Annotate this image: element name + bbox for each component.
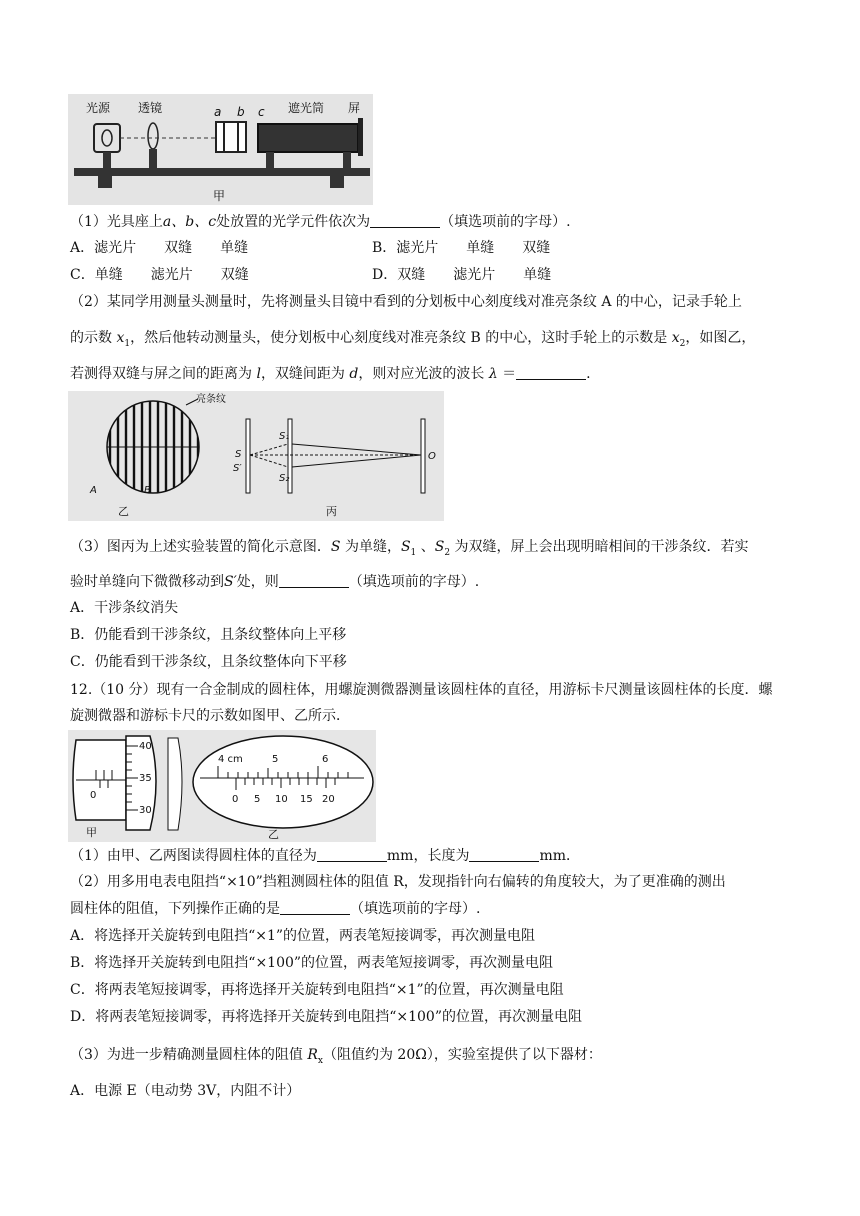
q1-option-a: A．滤光片 双缝 单缝: [70, 240, 249, 256]
figure-micrometer-vernier: [68, 730, 376, 842]
q12-2-option-d: D．将两表笔短接调零，再将选择开关旋转到电阻挡“×100”的位置，再次测量电阻: [70, 1009, 582, 1025]
micrometer-tick-40: 40: [139, 741, 152, 752]
q2-line3: 若测得双缝与屏之间的距离为 l，双缝间距为 d，则对应光波的波长 λ ＝ .: [70, 366, 591, 382]
answer-blank: [370, 213, 440, 228]
label-light-source: 光源: [86, 101, 111, 115]
answer-blank: [280, 900, 350, 915]
figure-caption-yi: 乙: [118, 505, 129, 518]
vernier-scale-10: 10: [275, 794, 288, 805]
micrometer-tick-35: 35: [139, 773, 152, 784]
q12-2-line2: 圆柱体的阻值，下列操作正确的是 （填选项前的字母）.: [70, 901, 481, 917]
label-b: b: [237, 105, 245, 119]
q1-option-c: C．单缝 滤光片 双缝: [70, 267, 249, 283]
q12-line2: 旋测微器和游标卡尺的示数如图甲、乙所示．: [70, 708, 350, 724]
figure-caption-bing: 丙: [326, 505, 337, 518]
vernier-main-6: 6: [322, 754, 329, 765]
q3-option-c: C．仍能看到干涉条纹，且条纹整体向下平移: [70, 654, 347, 670]
figure-caption-vernier: 乙: [268, 828, 279, 841]
vernier-scale-15: 15: [300, 794, 313, 805]
label-screen: 屏: [348, 101, 361, 115]
micrometer-tick-30: 30: [139, 805, 152, 816]
q1-option-d: D．双缝 滤光片 单缝: [372, 267, 552, 283]
label-lens: 透镜: [138, 101, 163, 115]
q12-2-line1: （2）用多用电表电阻挡“×10”挡粗测圆柱体的阻值 R，发现指针向右偏转的角度较大，为了更准确的测出: [70, 874, 726, 890]
label-fringe-a: A: [90, 485, 97, 496]
vernier-main-unit: 4 cm: [218, 754, 243, 765]
vernier-main-5: 5: [272, 754, 279, 765]
q12-1: （1）由甲、乙两图读得圆柱体的直径为 mm，长度为 mm．: [70, 848, 581, 864]
figure-optical-bench: [68, 94, 373, 205]
q12-line1: 12.（10 分）现有一合金制成的圆柱体，用螺旋测微器测量该圆柱体的直径，用游标卡尺测量该圆柱体的长度．螺: [70, 682, 773, 698]
label-bright-fringe: 亮条纹: [196, 394, 226, 405]
q1-option-b: B．滤光片 单缝 双缝: [372, 240, 551, 256]
q12-3: （3）为进一步精确测量圆柱体的阻值 $R_x$（阻值约为 20Ω），实验室提供了以下器材：: [70, 1047, 602, 1066]
label-s1: S₁: [279, 431, 290, 442]
label-tube: 遮光筒: [288, 101, 325, 115]
figure-caption-jia: 甲: [213, 189, 226, 203]
q1-stem: （1）光具座上a、b、c处放置的光学元件依次为 （填选项前的字母）.: [70, 214, 571, 230]
vernier-scale-20: 20: [322, 794, 335, 805]
q12-2-option-a: A．将选择开关旋转到电阻挡“×1”的位置，两表笔短接调零，再次测量电阻: [70, 928, 536, 944]
label-fringe-b: B: [144, 485, 151, 496]
micrometer-zero: 0: [90, 790, 97, 801]
q3-option-a: A．干涉条纹消失: [70, 600, 179, 616]
figure-fringes-and-schematic: [68, 391, 444, 521]
q2-line1: （2）某同学用测量头测量时，先将测量头目镜中看到的分划板中心刻度线对准亮条纹 A 的中心，记录手轮上: [70, 294, 742, 310]
q3-line1: （3）图丙为上述实验装置的简化示意图．S 为单缝，$S_1$ 、$S_2$ 为双缝，屏上会出现明暗相间的干涉条纹．若实: [70, 539, 749, 558]
answer-blank: [279, 573, 349, 588]
q12-2-option-b: B．将选择开关旋转到电阻挡“×100”的位置，两表笔短接调零，再次测量电阻: [70, 955, 554, 971]
label-a: a: [214, 105, 222, 119]
answer-blank: [469, 847, 539, 862]
label-o: O: [428, 451, 436, 462]
answer-blank: [317, 847, 387, 862]
figure-caption-micrometer: 甲: [86, 826, 97, 839]
q12-2-option-c: C．将两表笔短接调零，再将选择开关旋转到电阻挡“×1”的位置，再次测量电阻: [70, 982, 564, 998]
vernier-scale-0: 0: [232, 794, 239, 805]
answer-blank: [516, 365, 586, 380]
label-s2: S₂: [279, 473, 290, 484]
vernier-scale-5: 5: [254, 794, 261, 805]
q3-option-b: B．仍能看到干涉条纹，且条纹整体向上平移: [70, 627, 347, 643]
label-s: S: [235, 449, 242, 460]
q12-option-a: A．电源 E（电动势 3V，内阻不计）: [70, 1083, 301, 1099]
label-s-prime: S′: [233, 463, 242, 474]
q3-line2: 验时单缝向下微微移动到S′处，则 （填选项前的字母）.: [70, 574, 480, 590]
q2-line2: 的示数 $x_1$，然后他转动测量头，使分划板中心刻度线对准亮条纹 B 的中心，这时手轮上的示数是 $x_2$，如图乙，: [70, 330, 756, 349]
label-c: c: [258, 105, 265, 119]
